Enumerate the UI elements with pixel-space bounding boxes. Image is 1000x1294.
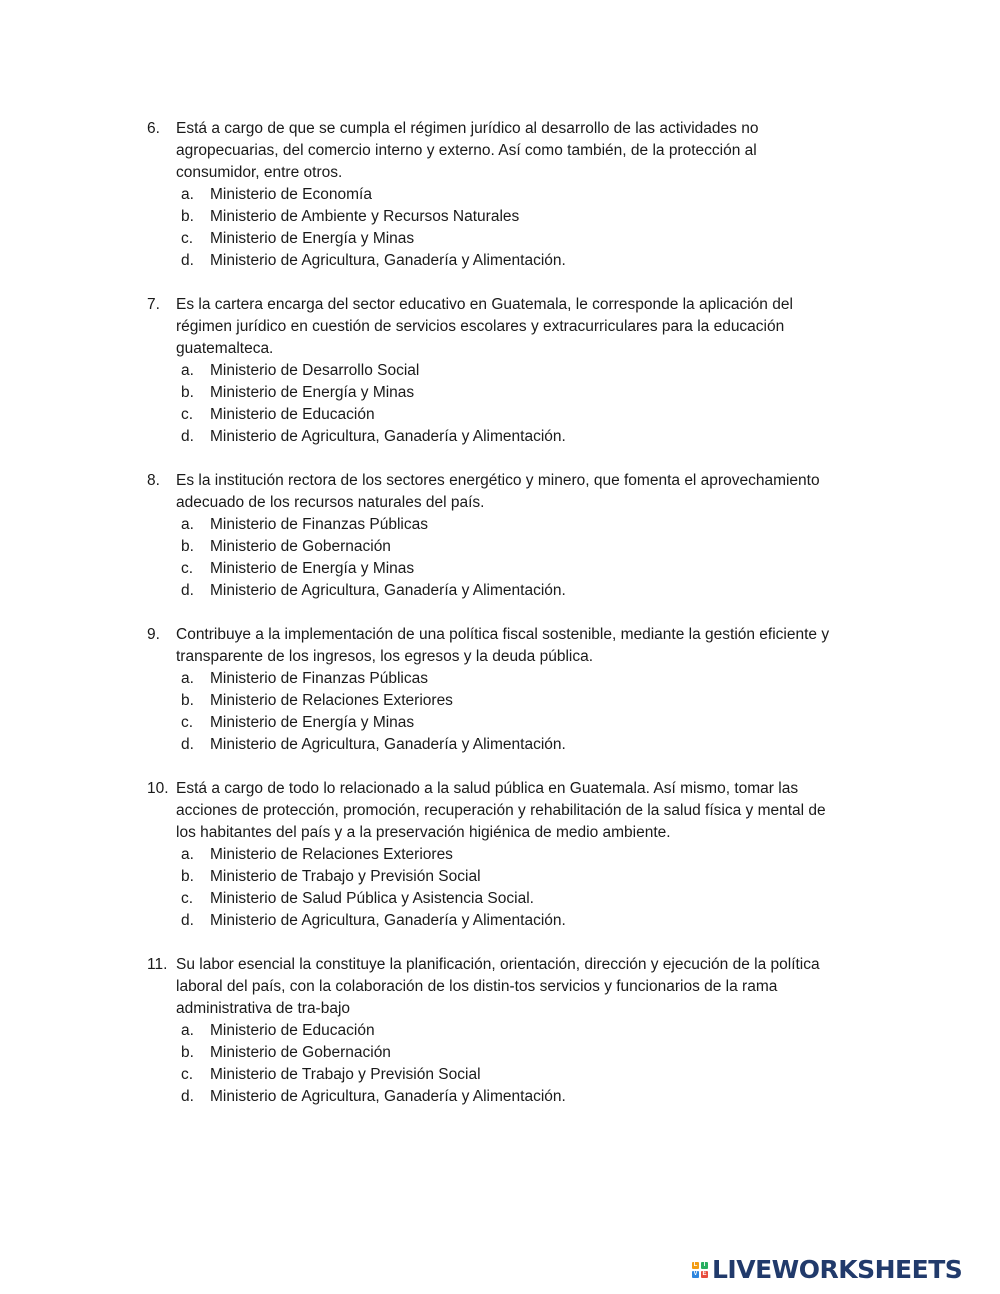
option-text: Ministerio de Salud Pública y Asistencia Social. xyxy=(210,890,534,907)
answer-option[interactable] xyxy=(147,206,887,228)
question-text xyxy=(176,624,887,668)
answer-option[interactable] xyxy=(147,558,887,580)
question-text-line: Está a cargo de que se cumpla el régimen jurídico al desarrollo de las actividades no xyxy=(176,120,759,137)
question-number: 8. xyxy=(147,472,160,489)
question-number: 7. xyxy=(147,296,160,313)
question-text-line: administrativa de tra-bajo xyxy=(176,1000,351,1017)
option-text: Ministerio de Agricultura, Ganadería y Alimentación. xyxy=(210,912,566,929)
option-text: Ministerio de Trabajo y Previsión Social xyxy=(210,868,481,885)
answer-option[interactable] xyxy=(147,250,887,272)
question-text-line: laboral del país, con la colaboración de los distin-tos servicios y funcionarios de la rama xyxy=(176,978,778,995)
option-text: Ministerio de Energía y Minas xyxy=(210,384,415,401)
answer-option[interactable] xyxy=(147,844,887,866)
option-text: Ministerio de Agricultura, Ganadería y Alimentación. xyxy=(210,736,566,753)
option-letter: b. xyxy=(181,208,194,225)
answer-options xyxy=(147,668,887,756)
question-text-line: consumidor, entre otros. xyxy=(176,164,343,181)
option-letter: b. xyxy=(181,538,194,555)
logo-mark-letter: E xyxy=(702,1271,707,1277)
question-text-line: Contribuye a la implementación de una política fiscal sostenible, mediante la gestión eficiente y xyxy=(176,626,830,643)
option-text: Ministerio de Gobernación xyxy=(210,1044,391,1061)
question-number: 6. xyxy=(147,120,160,137)
option-text: Ministerio de Energía y Minas xyxy=(210,560,415,577)
answer-option[interactable] xyxy=(147,382,887,404)
answer-option[interactable] xyxy=(147,910,887,932)
question-text xyxy=(176,954,887,1020)
question-text-line: agropecuarias, del comercio interno y externo. Así como también, de la protección al xyxy=(176,142,757,159)
answer-option[interactable] xyxy=(147,866,887,888)
option-text: Ministerio de Agricultura, Ganadería y Alimentación. xyxy=(210,252,566,269)
option-letter: b. xyxy=(181,692,194,709)
answer-option[interactable] xyxy=(147,228,887,250)
logo-mark-icon xyxy=(692,1262,708,1278)
liveworksheets-logo[interactable] xyxy=(692,1254,962,1286)
answer-option[interactable] xyxy=(147,184,887,206)
option-letter: a. xyxy=(181,1022,194,1039)
worksheet xyxy=(0,118,1000,1130)
option-letter: d. xyxy=(181,1088,194,1105)
option-text: Ministerio de Agricultura, Ganadería y Alimentación. xyxy=(210,1088,566,1105)
option-letter: c. xyxy=(181,406,194,423)
question-text-line: los habitantes del país y a la preservación higiénica de medio ambiente. xyxy=(176,824,671,841)
answer-option[interactable] xyxy=(147,1020,887,1042)
question-text xyxy=(176,294,887,360)
option-text: Ministerio de Finanzas Públicas xyxy=(210,516,428,533)
option-letter: c. xyxy=(181,1066,194,1083)
question-11 xyxy=(147,954,887,1108)
answer-options xyxy=(147,184,887,272)
question-text-line: transparente de los ingresos, los egresos y la deuda pública. xyxy=(176,648,594,665)
option-letter: d. xyxy=(181,912,194,929)
question-9 xyxy=(147,624,887,756)
logo-text: LIVEWORKSHEETS xyxy=(712,1255,963,1284)
option-text: Ministerio de Gobernación xyxy=(210,538,391,555)
option-letter: a. xyxy=(181,846,194,863)
question-text-line: guatemalteca. xyxy=(176,340,274,357)
answer-option[interactable] xyxy=(147,426,887,448)
answer-option[interactable] xyxy=(147,690,887,712)
question-text xyxy=(176,118,887,184)
option-letter: b. xyxy=(181,1044,194,1061)
question-text-line: Es la cartera encarga del sector educativo en Guatemala, le corresponde la aplicación del xyxy=(176,296,793,313)
option-text: Ministerio de Economía xyxy=(210,186,372,203)
option-text: Ministerio de Agricultura, Ganadería y Alimentación. xyxy=(210,428,566,445)
option-letter: b. xyxy=(181,868,194,885)
question-10 xyxy=(147,778,887,932)
option-letter: c. xyxy=(181,230,194,247)
option-text: Ministerio de Energía y Minas xyxy=(210,230,415,247)
answer-option[interactable] xyxy=(147,668,887,690)
option-letter: b. xyxy=(181,384,194,401)
option-letter: d. xyxy=(181,736,194,753)
answer-option[interactable] xyxy=(147,1042,887,1064)
question-text xyxy=(176,470,887,514)
question-text-line: Su labor esencial la constituye la planificación, orientación, dirección y ejecución de la política xyxy=(176,956,820,973)
answer-option[interactable] xyxy=(147,360,887,382)
logo-mark-letter: V xyxy=(693,1271,698,1277)
option-letter: d. xyxy=(181,252,194,269)
logo-mark-letter: I xyxy=(701,1262,708,1269)
question-text-line: Es la institución rectora de los sectores energético y minero, que fomenta el aprovechamiento xyxy=(176,472,820,489)
question-text-line: régimen jurídico en cuestión de servicios escolares y extracurriculares para la educación xyxy=(176,318,785,335)
answer-option[interactable] xyxy=(147,734,887,756)
option-text: Ministerio de Relaciones Exteriores xyxy=(210,846,453,863)
question-text-line: acciones de protección, promoción, recuperación y rehabilitación de la salud física y mental de xyxy=(176,802,826,819)
option-text: Ministerio de Ambiente y Recursos Naturales xyxy=(210,208,520,225)
option-text: Ministerio de Finanzas Públicas xyxy=(210,670,428,687)
option-text: Ministerio de Agricultura, Ganadería y Alimentación. xyxy=(210,582,566,599)
option-letter: a. xyxy=(181,516,194,533)
option-letter: d. xyxy=(181,582,194,599)
question-7 xyxy=(147,294,887,448)
option-letter: c. xyxy=(181,890,194,907)
option-letter: a. xyxy=(181,186,194,203)
answer-options xyxy=(147,514,887,602)
option-text: Ministerio de Educación xyxy=(210,1022,375,1039)
option-letter: c. xyxy=(181,714,194,731)
answer-option[interactable] xyxy=(147,888,887,910)
answer-options xyxy=(147,360,887,448)
answer-options xyxy=(147,844,887,932)
option-letter: c. xyxy=(181,560,194,577)
answer-options xyxy=(147,1020,887,1108)
option-text: Ministerio de Desarrollo Social xyxy=(210,362,420,379)
option-letter: a. xyxy=(181,670,194,687)
answer-option[interactable] xyxy=(147,1064,887,1086)
logo-mark-letter: L xyxy=(693,1262,698,1268)
answer-option[interactable] xyxy=(147,1086,887,1108)
question-8 xyxy=(147,470,887,602)
question-number: 10. xyxy=(147,780,169,797)
option-text: Ministerio de Energía y Minas xyxy=(210,714,415,731)
option-text: Ministerio de Trabajo y Previsión Social xyxy=(210,1066,481,1083)
question-number: 11. xyxy=(147,956,168,973)
answer-option[interactable] xyxy=(147,404,887,426)
option-letter: a. xyxy=(181,362,194,379)
answer-option[interactable] xyxy=(147,514,887,536)
question-text-line: Está a cargo de todo lo relacionado a la salud pública en Guatemala. Así mismo, tomar las xyxy=(176,780,799,797)
question-6 xyxy=(147,118,887,272)
question-text xyxy=(176,778,887,844)
option-text: Ministerio de Relaciones Exteriores xyxy=(210,692,453,709)
answer-option[interactable] xyxy=(147,536,887,558)
option-text: Ministerio de Educación xyxy=(210,406,375,423)
answer-option[interactable] xyxy=(147,580,887,602)
answer-option[interactable] xyxy=(147,712,887,734)
option-letter: d. xyxy=(181,428,194,445)
question-number: 9. xyxy=(147,626,160,643)
question-text-line: adecuado de los recursos naturales del país. xyxy=(176,494,485,511)
